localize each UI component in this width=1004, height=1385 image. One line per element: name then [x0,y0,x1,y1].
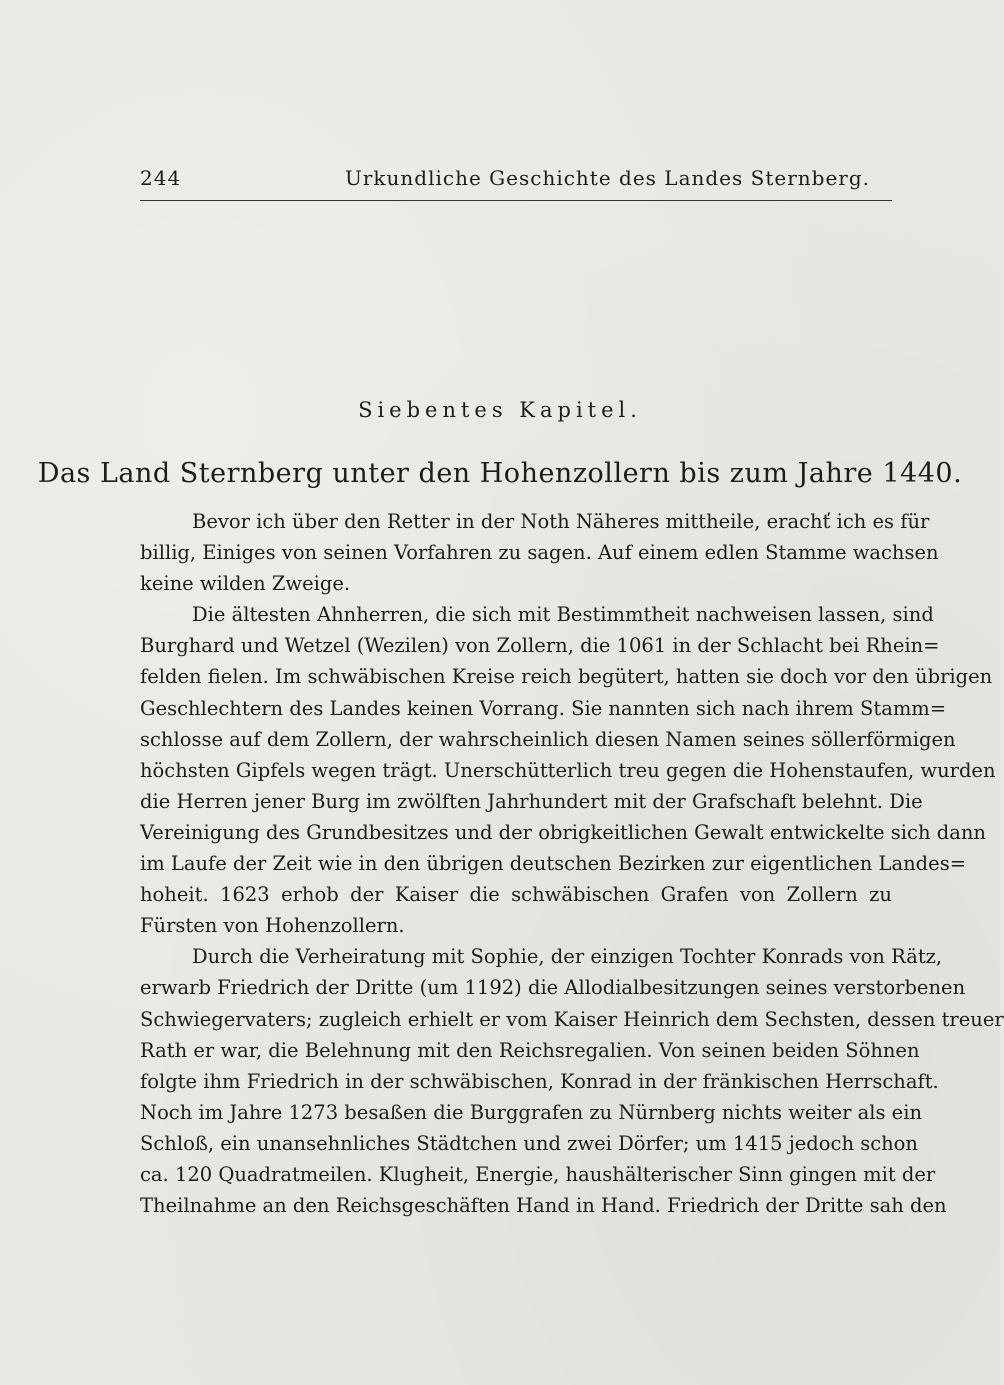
text-line: Burghard und Wetzel (Wezilen) von Zollern, die 1061 in der Schlacht bei Rhein= [140,634,940,658]
chapter-label: Siebentes Kapitel. [358,398,642,422]
text-line: folgte ihm Friedrich in der schwäbischen, Konrad in der fränkischen Herrschaft. [140,1069,939,1093]
text-line: im Laufe der Zeit wie in den übrigen deutschen Bezirken zur eigentlichen Landes= [140,852,967,876]
text-line: Schwiegervaters; zugleich erhielt er vom Kaiser Heinrich dem Sechsten, dessen treuer [140,1007,1004,1031]
text-line: schlosse auf dem Zollern, der wahrscheinlich diesen Namen seines söllerförmigen [140,727,956,751]
page-header [140,160,892,201]
text-line: ca. 120 Quadratmeilen. Klugheit, Energie, haushälterischer Sinn gingen mit der [140,1162,936,1186]
text-line: Vereinigung des Grundbesitzes und der obrigkeitlichen Gewalt entwickelte sich dann [140,820,986,844]
text-line: Noch im Jahre 1273 besaßen die Burggrafen zu Nürnberg nichts weiter als ein [140,1100,923,1124]
text-line: Die ältesten Ahnherren, die sich mit Bestimmtheit nachweisen lassen, sind [192,603,934,627]
page-number: 244 [140,166,182,190]
text-line: keine wilden Zweige. [140,572,351,596]
body-text [140,506,1004,1221]
text-line: höchsten Gipfels wegen trägt. Unerschütterlich treu gegen die Hohenstaufen, wurden [140,758,996,782]
text-line: die Herren jener Burg im zwölften Jahrhundert mit der Grafschaft belehnt. Die [140,789,923,813]
text-line: Fürsten von Hohenzollern. [140,914,405,938]
text-line: Rath er war, die Belehnung mit den Reichsregalien. Von seinen beiden Söhnen [140,1038,920,1062]
text-line: felden fielen. Im schwäbischen Kreise reich begütert, hatten sie doch vor den übrigen [140,665,993,689]
chapter-title: Das Land Sternberg unter den Hohenzollern bis zum Jahre 1440. [37,458,963,489]
text-line: Theilnahme an den Reichsgeschäften Hand in Hand. Friedrich der Dritte sah den [140,1194,947,1218]
text-line: hoheit. 1623 erhob der Kaiser die schwäbischen Grafen von Zollern zu [140,883,892,907]
text-line: billig, Einiges von seinen Vorfahren zu sagen. Auf einem edlen Stamme wachsen [140,541,939,565]
text-line: Durch die Verheiratung mit Sophie, der einzigen Tochter Konrads von Rätz, [192,945,943,969]
text-line: erwarb Friedrich der Dritte (um 1192) die Allodialbesitzungen seines verstorbenen [140,976,966,1000]
running-title: Urkundliche Geschichte des Landes Sternberg. [345,166,871,190]
text-line: Geschlechtern des Landes keinen Vorrang. Sie nannten sich nach ihrem Stamm= [140,696,947,720]
text-line: Bevor ich über den Retter in der Noth Näheres mittheile, erachť ich es für [192,510,930,533]
text-line: Schloß, ein unansehnliches Städtchen und zwei Dörfer; um 1415 jedoch schon [140,1131,918,1155]
